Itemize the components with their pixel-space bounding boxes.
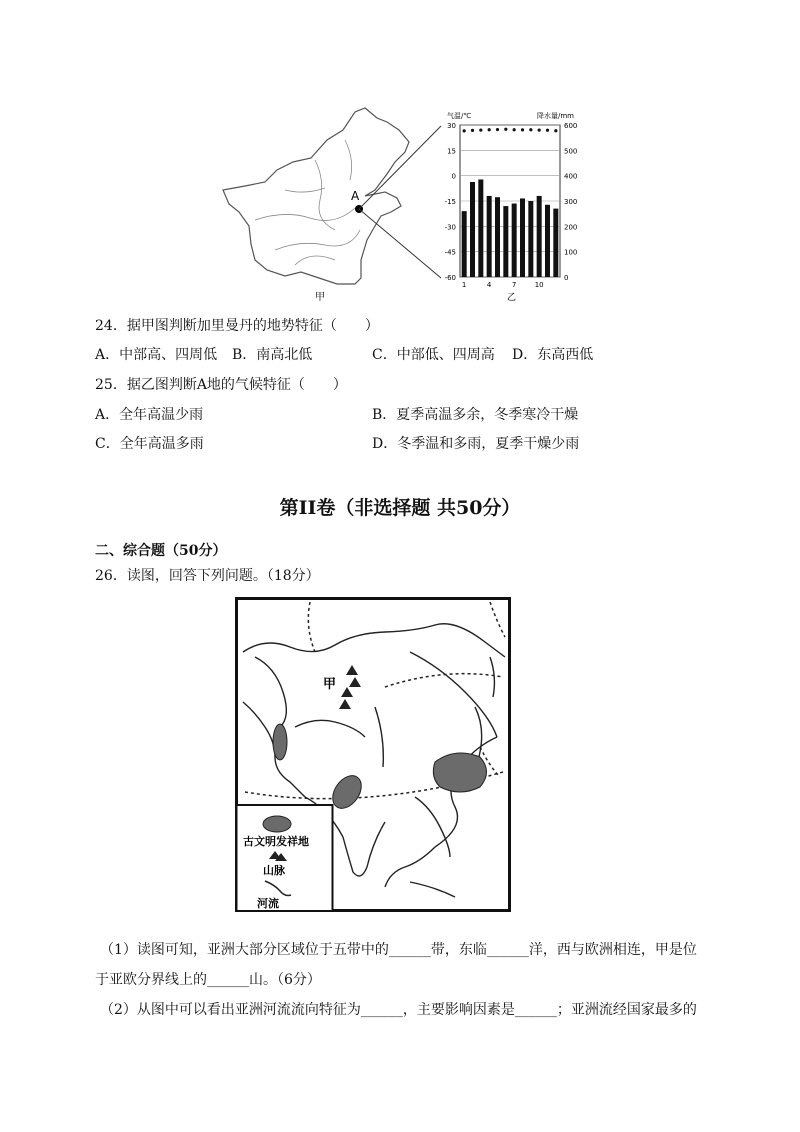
q24-stem: 24．据甲图判断加里曼丹的地势特征（ ） [95, 318, 379, 334]
chart-bar-precip [537, 196, 542, 277]
chart-temp-point [546, 129, 549, 132]
q24-option-c[interactable]: C．中部低、四周高 [372, 347, 495, 363]
legend-civilization-label: 古文明发祥地 [243, 835, 309, 848]
chart-temp-point [538, 128, 541, 131]
q26-part2-line1: （2）从图中可以看出亚洲河流流向特征为______，主要影响因素是______；亚洲流经国家最多的 [100, 1002, 697, 1018]
chart-y-left-label: 气温/℃ [447, 112, 472, 120]
q24-option-b[interactable]: B．南高北低 [232, 347, 313, 363]
figure-borneo [215, 100, 595, 305]
chart-temp-point [554, 129, 557, 132]
chart-x-tick: 1 [461, 281, 467, 289]
chart-y-right-tick: 100 [564, 248, 578, 257]
chart-x-tick: 4 [486, 281, 492, 289]
chart-temp-point [463, 129, 466, 132]
asia-map [235, 597, 511, 912]
chart-y-right-tick: 200 [564, 223, 578, 232]
chart-bar-precip [478, 179, 483, 277]
chart-y-left-tick: -15 [444, 198, 456, 206]
chart-x-tick: 7 [511, 281, 517, 289]
section-part-heading: 二、综合题（50分） [95, 543, 227, 559]
map-caption: 甲 [315, 292, 325, 303]
q25-option-b[interactable]: B．夏季高温多余，冬季寒冷干燥 [372, 407, 579, 423]
q25-option-d[interactable]: D．冬季温和多雨，夏季干燥少雨 [372, 436, 580, 452]
chart-y-left-tick: 30 [447, 122, 456, 130]
borneo-map-outline [223, 108, 409, 284]
q26-stem: 26．读图，回答下列问题。（18分） [95, 568, 320, 584]
chart-x-tick: 10 [534, 281, 544, 289]
map-label-jia: 甲 [323, 677, 337, 692]
section-title: 第II卷（非选择题 共50分） [279, 497, 521, 519]
chart-y-left-tick: 0 [451, 172, 456, 181]
q25-option-c[interactable]: C．全年高温多雨 [95, 436, 204, 452]
map-label-a: A [351, 189, 360, 203]
chart-y-left-tick: -30 [444, 223, 456, 232]
q26-part1-line2: 于亚欧分界线上的______山。（6分） [95, 972, 321, 988]
chart-y-left-tick: -45 [444, 248, 456, 257]
chart-bar-precip [503, 206, 508, 277]
chart-bar-precip [495, 197, 500, 277]
chart-bar-precip [470, 182, 475, 277]
chart-bar-precip [553, 209, 558, 277]
chart-bar-precip [545, 205, 550, 277]
legend-river-label: 河流 [257, 897, 279, 910]
chart-y-right-tick: 500 [564, 147, 578, 156]
chart-y-right-label: 降水量/mm [537, 112, 574, 120]
chart-bar-precip [528, 201, 533, 277]
chart-bar-precip [512, 204, 517, 277]
q25-stem: 25．据乙图判断A地的气候特征（ ） [95, 377, 347, 393]
chart-temp-point [479, 128, 482, 131]
chart-y-right-tick: 0 [564, 274, 569, 282]
q26-part1-line1: （1）读图可知，亚洲大部分区域位于五带中的______带，东临______洋，西与欧洲相连，甲是位 [100, 942, 697, 958]
map-legend [237, 805, 333, 911]
chart-bar-precip [462, 211, 467, 277]
chart-temp-point [521, 128, 524, 131]
chart-y-left-tick: -60 [444, 274, 456, 282]
chart-y-right-tick: 300 [564, 198, 578, 206]
chart-temp-point [488, 128, 491, 131]
chart-temp-point [496, 128, 499, 131]
chart-temp-point [529, 128, 532, 131]
chart-temp-point [513, 128, 516, 131]
chart-y-right-tick: 400 [564, 172, 578, 181]
chart-y-right-tick: 600 [564, 122, 578, 130]
q25-option-a[interactable]: A．全年高温少雨 [95, 407, 204, 423]
q24-option-a[interactable]: A．中部高、四周低 [95, 347, 218, 363]
chart-bar-precip [487, 196, 492, 277]
q24-option-d[interactable]: D．东高西低 [512, 347, 594, 363]
chart-bar-precip [520, 198, 525, 277]
legend-civilization-swatch [263, 816, 291, 832]
chart-caption: 乙 [507, 293, 517, 303]
legend-mountain-label: 山脉 [263, 864, 285, 877]
climate-chart [445, 111, 578, 303]
chart-temp-point [471, 129, 474, 132]
chart-temp-point [504, 128, 507, 131]
chart-y-left-tick: 15 [447, 147, 456, 156]
